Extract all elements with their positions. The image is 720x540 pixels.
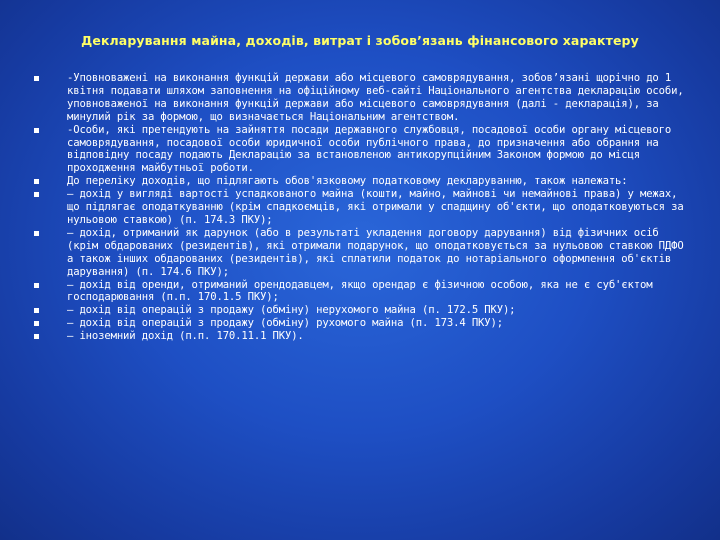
list-item	[34, 304, 684, 317]
list-item-text: До переліку доходів, що підлягають обов'язковому податковому декларуванню, також належать:	[67, 175, 628, 188]
list-item-text: — дохід від оренди, отриманий орендодавцем, якщо орендар є фізичною особою, яка не є суб'єктом господарювання (п.п. 170.1.5 ПКУ);	[67, 278, 653, 304]
list-item	[34, 175, 684, 188]
list-item-text: — дохід, отриманий як дарунок (або в результаті укладення договору дарування) від фізичних осіб (крім обдарованих (резидентів), які отримали подарунок, що оподатковується за нульовою ставкою ПДФО а також інших обдарованих (резидентів), які сплатили податок до нотаріального оформлення об'єктів дарування) (п. 174.6 ПКУ);	[67, 226, 684, 278]
slide-title: Декларування майна, доходів, витрат і зобов’язань фінансового характеру	[81, 33, 639, 48]
list-item-text: -Уповноважені на виконання функцій держави або місцевого самоврядування, зобов’язані щорічно до 1 квітня подавати шляхом заповнення на офіційному веб-сайті Національного агентства декларацію особи, уповноваженої на виконання функцій держави або місцевого самоврядування (далі - декларація), за минулий рік за формою, що визначається Національним агентством.	[67, 72, 684, 123]
list-item-text: — дохід від операцій з продажу (обміну) нерухомого майна (п. 172.5 ПКУ);	[67, 304, 516, 317]
square-bullet-icon	[34, 76, 39, 81]
square-bullet-icon	[34, 321, 39, 326]
square-bullet-icon	[34, 283, 39, 288]
square-bullet-icon	[34, 308, 39, 313]
square-bullet-icon	[34, 231, 39, 236]
list-item	[34, 72, 684, 124]
bullet-list	[34, 72, 684, 343]
list-item	[34, 279, 684, 305]
square-bullet-icon	[34, 128, 39, 133]
list-item	[34, 188, 684, 227]
list-item	[34, 124, 684, 176]
list-item-text: — дохід у вигляді вартості успадкованого майна (кошти, майно, майнові чи немайнові права) у межах, що підлягає оподаткуванню (крім спадкоємців, які отримали у спадщину об'єкти, що оподатковуються за нульовою ставкою) (п. 174.3 ПКУ);	[67, 188, 684, 226]
list-item	[34, 330, 684, 343]
list-item-text: -Особи, які претендують на зайняття посади державного службовця, посадової особи органу місцевого самоврядування, посадової особи юридичної особи публічного права, до призначення або обрання на відповідну посаду подають Декларацію за встановленою антикорупційним Законом формою до місця проходження майбутньої роботи.	[67, 123, 672, 175]
list-item-text: — іноземний дохід (п.п. 170.11.1 ПКУ).	[67, 330, 304, 343]
square-bullet-icon	[34, 192, 39, 197]
square-bullet-icon	[34, 179, 39, 184]
list-item	[34, 227, 684, 279]
square-bullet-icon	[34, 334, 39, 339]
list-item	[34, 317, 684, 330]
list-item-text: — дохід від операцій з продажу (обміну) рухомого майна (п. 173.4 ПКУ);	[67, 317, 503, 330]
